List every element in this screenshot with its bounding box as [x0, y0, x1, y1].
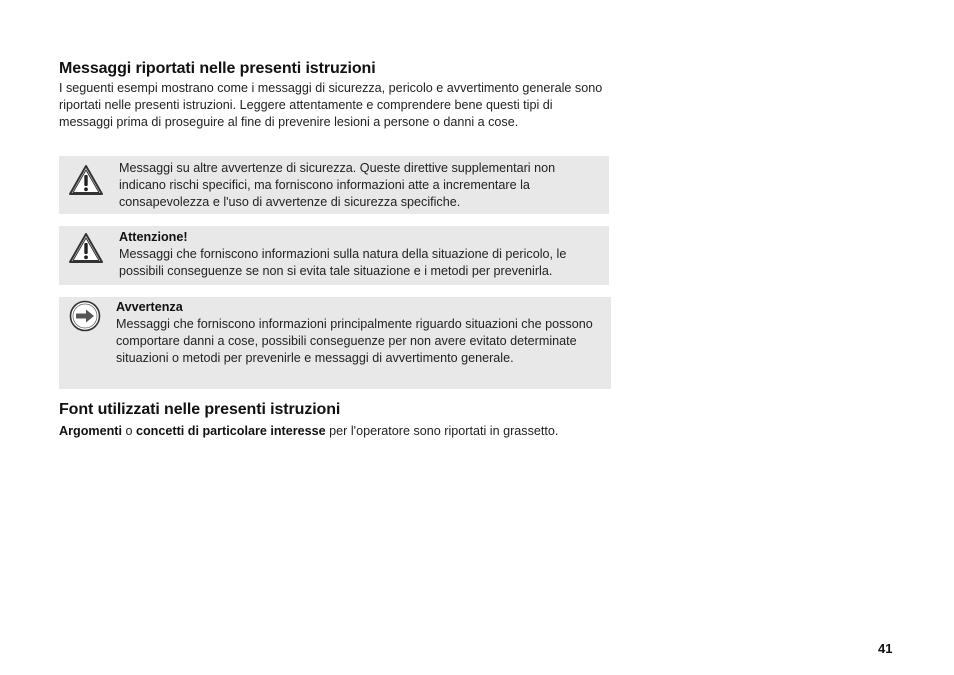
warning-triangle-icon: [67, 229, 105, 267]
warning-text: Messaggi che forniscono informazioni principalmente riguardo situazioni che possono comportare danni a cose, possibili conseguenze per non avere evitato determinate situazioni o metodi per prevenirle e messaggi di avvertimento generale.: [116, 317, 593, 366]
warning-box: [59, 297, 611, 389]
safety-note-box: [59, 156, 609, 214]
section-title-fonts: Font utilizzati nelle presenti istruzioni: [59, 401, 341, 418]
intro-paragraph: I seguenti esempi mostrano come i messaggi di sicurezza, pericolo e avvertimento generale sono riportati nelle presenti istruzioni. Leggere attentamente e comprendere bene questi tipi di messaggi prima di proseguire al fine di prevenire lesioni a persone o danni a cose.: [59, 81, 603, 130]
fonts-paragraph: [59, 423, 619, 440]
attention-title: Attenzione!: [119, 230, 188, 244]
attention-box: [59, 226, 609, 285]
safety-note-text: Messaggi su altre avvertenze di sicurezza. Queste direttive supplementari non indicano rischi specifici, ma forniscono informazioni atte a incrementare la consapevolezza e l'uso di avvertenze di sicurezza specifiche.: [119, 161, 556, 210]
warning-triangle-icon: [67, 161, 105, 199]
warning-title: Avvertenza: [116, 300, 183, 314]
conjunction-text: o: [121, 424, 136, 438]
fonts-rest-text: per l'operatore sono riportati in grassetto.: [325, 424, 559, 438]
bold-term-concepts: concetti di particolare interesse: [135, 424, 326, 438]
page-number: 41: [878, 641, 893, 656]
arrow-right-circle-icon: [69, 300, 101, 332]
attention-text: Messaggi che forniscono informazioni sulla natura della situazione di pericolo, le possibili conseguenze se non si evita tale situazione e i metodi per prevenirla.: [119, 247, 567, 279]
bold-term-topics: Argomenti: [59, 424, 122, 438]
section-title-messages: Messaggi riportati nelle presenti istruzioni: [59, 60, 376, 77]
